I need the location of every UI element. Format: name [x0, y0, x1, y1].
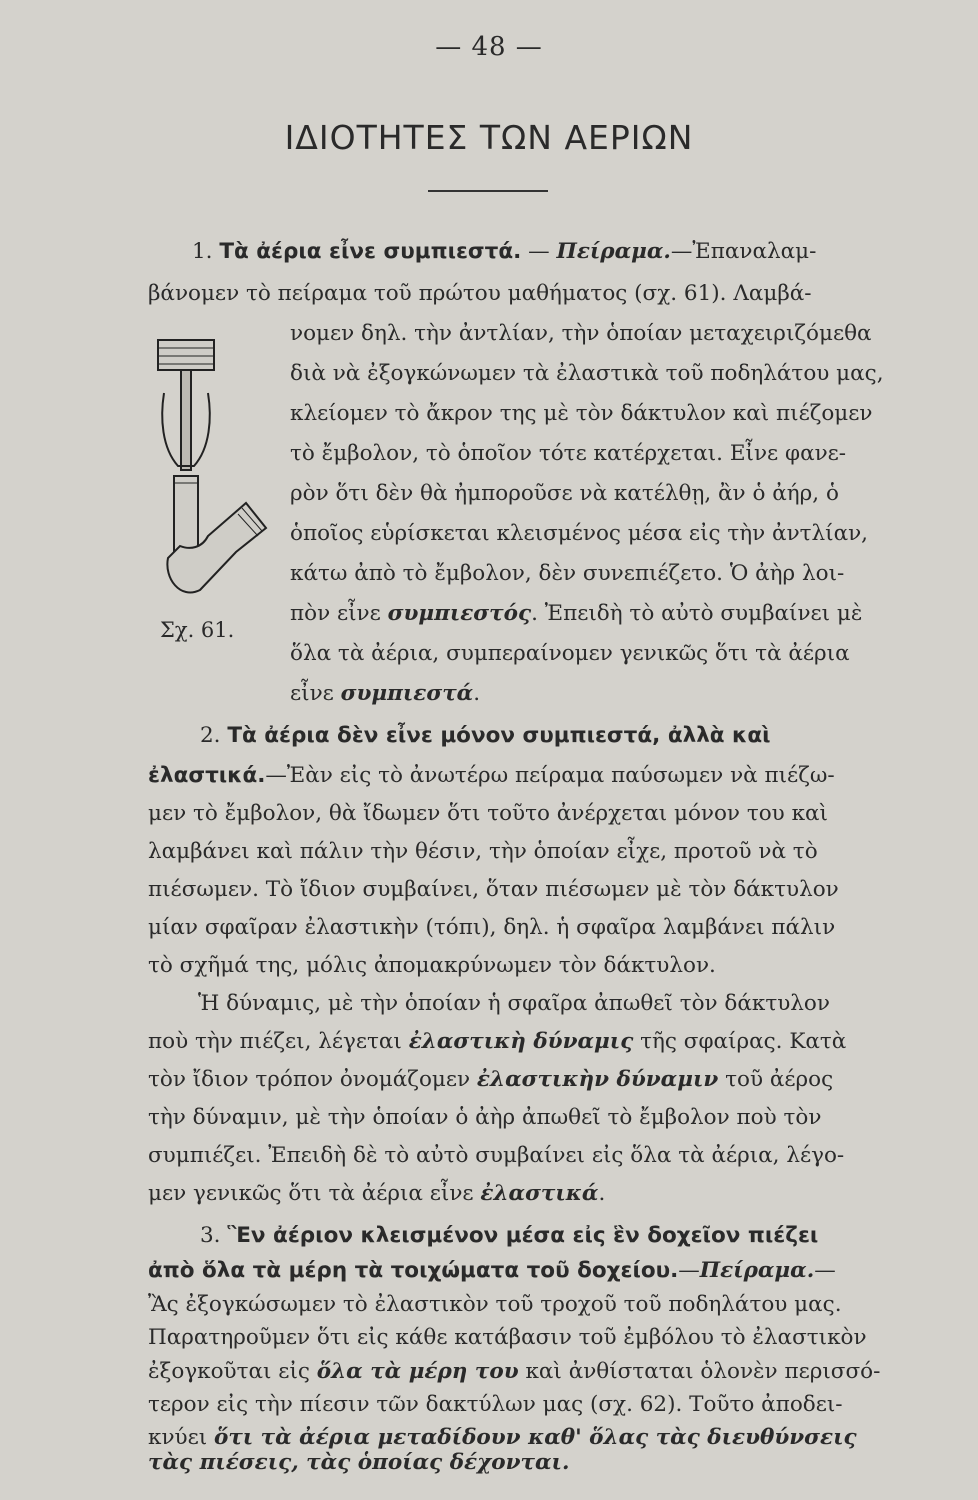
text-line: 2. Τὰ ἀέρια δὲν εἶνε μόνον συμπιεστά, ἀλλὰ καὶ	[200, 723, 771, 748]
text-line: νομεν δηλ. τὴν ἀντλίαν, τὴν ὁποίαν μεταχειριζόμεθα	[290, 321, 872, 346]
text-line: τὸν ἴδιον τρόπον ὀνομάζομεν ἐλαστικὴν δύναμιν τοῦ ἀέρος	[148, 1067, 834, 1092]
text-line: διὰ νὰ ἐξογκώνωμεν τὰ ἐλαστικὰ τοῦ ποδηλάτου μας,	[290, 361, 884, 386]
text-line: ἐξογκοῦται εἰς ὅλα τὰ μέρη του καὶ ἀνθίσταται ὁλονὲν περισσό-	[148, 1358, 881, 1384]
text-line: κάτω ἀπὸ τὸ ἔμβολον, δὲν συνεπιέζετο. Ὁ ἀὴρ λοι-	[290, 561, 845, 586]
text-line: μεν τὸ ἔμβολον, θὰ ἴδωμεν ὅτι τοῦτο ἀνέρχεται μόνον του καὶ	[148, 801, 828, 826]
text-line: 3. Ἓν ἀέριον κλεισμένον μέσα εἰς ἓν δοχεῖον πιέζει	[200, 1223, 819, 1248]
text-line: μεν γενικῶς ὅτι τὰ ἀέρια εἶνε ἐλαστικά.	[148, 1181, 606, 1206]
title-divider	[428, 190, 548, 192]
text-line: λαμβάνει καὶ πάλιν τὴν θέσιν, τὴν ὁποίαν εἶχε, προτοῦ νὰ τὸ	[148, 839, 818, 864]
text-line: ἀπὸ ὅλα τὰ μέρη τὰ τοιχώματα τοῦ δοχείου.—Πείραμα.—	[148, 1258, 836, 1284]
text-line: κνύει ὅτι τὰ ἀέρια μεταδίδουν καθ' ὅλας τὰς διευθύνσεις	[148, 1425, 857, 1451]
text-line: Ἡ δύναμις, μὲ τὴν ὁποίαν ἡ σφαῖρα ἀπωθεῖ τὸν δάκτυλον	[198, 991, 830, 1016]
page-number: — 48 —	[435, 32, 543, 62]
chapter-title: ΙΔΙΟΤΗΤΕΣ ΤΩΝ ΑΕΡΙΩΝ	[284, 118, 694, 157]
text-line: ὅλα τὰ ἀέρια, συμπεραίνομεν γενικῶς ὅτι τὰ ἀέρια	[290, 641, 850, 666]
figure-label: Σχ. 61.	[160, 618, 235, 642]
text-line: Ἂς ἐξογκώσωμεν τὸ ἐλαστικὸν τοῦ τροχοῦ τοῦ ποδηλάτου μας.	[148, 1291, 842, 1317]
text-line: ὁποῖος εὑρίσκεται κλεισμένος μέσα εἰς τὴν ἀντλίαν,	[290, 521, 869, 546]
text-line: βάνομεν τὸ πείραμα τοῦ πρώτου μαθήματος (σχ. 61). Λαμβά-	[148, 281, 812, 306]
text-line: συμπιέζει. Ἐπειδὴ δὲ τὸ αὐτὸ συμβαίνει εἰς ὅλα τὰ ἀέρια, λέγο-	[148, 1143, 845, 1168]
text-line: ἐλαστικά.—Ἐὰν εἰς τὸ ἀνωτέρω πείραμα παύσωμεν νὰ πιέζω-	[148, 763, 835, 788]
text-line: πὸν εἶνε συμπιεστός. Ἐπειδὴ τὸ αὐτὸ συμβαίνει μὲ	[290, 601, 863, 626]
pump-figure-illustration	[150, 338, 270, 608]
text-line: ρὸν ὅτι δὲν θὰ ἠμποροῦσε νὰ κατέλθῃ, ἂν ὁ ἀήρ, ὁ	[290, 481, 839, 506]
text-line: τὴν δύναμιν, μὲ τὴν ὁποίαν ὁ ἀὴρ ἀπωθεῖ τὸ ἔμβολον ποὺ τὸν	[148, 1105, 822, 1130]
text-line: κλείομεν τὸ ἄκρον της μὲ τὸν δάκτυλον καὶ πιέζομεν	[290, 401, 873, 426]
text-line: τὸ ἔμβολον, τὸ ὁποῖον τότε κατέρχεται. Εἶνε φανε-	[290, 441, 847, 466]
text-line: τερον εἰς τὴν πίεσιν τῶν δακτύλων μας (σχ. 62). Τοῦτο ἀποδει-	[148, 1391, 843, 1417]
text-line: ποὺ τὴν πιέζει, λέγεται ἐλαστικὴ δύναμις τῆς σφαίρας. Κατὰ	[148, 1029, 847, 1054]
text-line: Παρατηροῦμεν ὅτι εἰς κάθε κατάβασιν τοῦ ἐμβόλου τὸ ἐλαστικὸν	[148, 1325, 867, 1351]
text-line: πιέσωμεν. Τὸ ἴδιον συμβαίνει, ὅταν πιέσωμεν μὲ τὸν δάκτυλον	[148, 877, 839, 902]
text-line: 1. Τὰ ἀέρια εἶνε συμπιεστά. — Πείραμα.—Ἐπαναλαμ-	[192, 239, 817, 264]
text-line: τὰς πιέσεις, τὰς ὁποίας δέχονται.	[148, 1450, 570, 1476]
text-line: μίαν σφαῖραν ἐλαστικὴν (τόπι), δηλ. ἡ σφαῖρα λαμβάνει πάλιν	[148, 915, 836, 940]
text-line: τὸ σχῆμά της, μόλις ἀπομακρύνωμεν τὸν δάκτυλον.	[148, 953, 716, 978]
text-line: εἶνε συμπιεστά.	[290, 681, 481, 706]
